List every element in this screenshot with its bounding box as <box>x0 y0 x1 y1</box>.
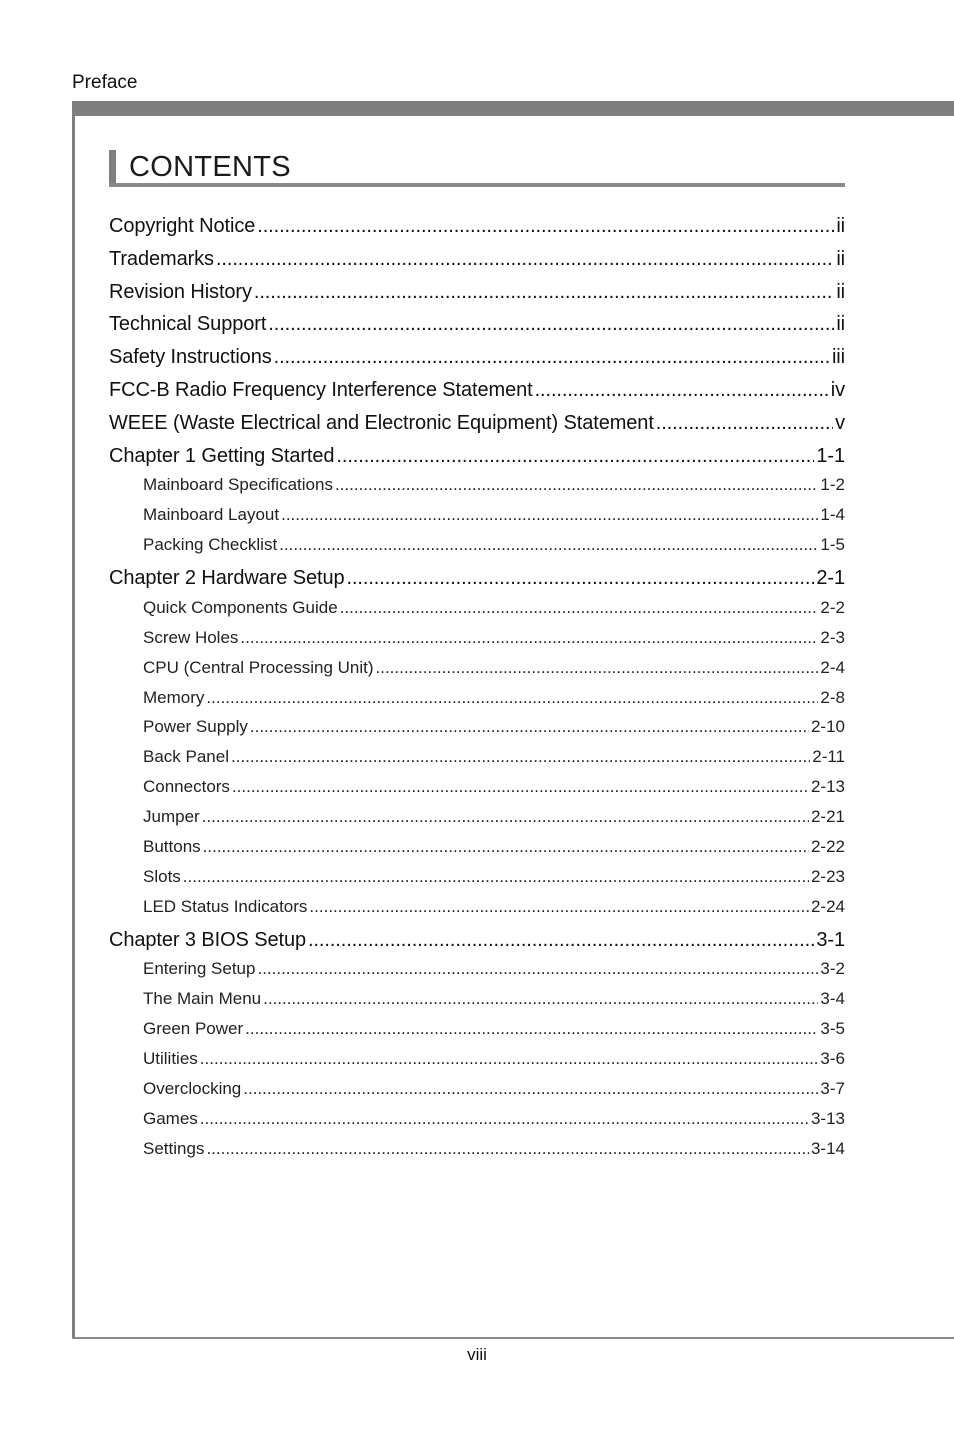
toc-entry-page: 2-13 <box>810 777 845 797</box>
left-border <box>72 101 75 1339</box>
toc-dot-leader <box>245 1014 818 1044</box>
toc-entry-label: Copyright Notice <box>109 215 256 237</box>
toc-entry-label: Slots <box>143 866 181 886</box>
toc-entry-page: 2-22 <box>810 836 845 856</box>
toc-entry[interactable] <box>109 241 845 274</box>
bottom-border <box>72 1337 954 1339</box>
toc-entry[interactable] <box>109 1134 845 1164</box>
toc-entry[interactable] <box>109 802 845 832</box>
toc-dot-leader <box>335 470 818 500</box>
toc-entry-page: iii <box>831 346 845 369</box>
toc-entry-page: 1-5 <box>820 535 845 555</box>
toc-entry[interactable] <box>109 372 845 405</box>
toc-entry-label: Memory <box>143 687 205 707</box>
contents-heading <box>109 150 845 188</box>
toc-entry[interactable] <box>109 1044 845 1074</box>
toc-entry-page: v <box>835 411 845 434</box>
toc-entry-label: Overclocking <box>143 1079 242 1098</box>
toc-entry[interactable] <box>109 405 845 438</box>
toc-entry-page: iv <box>830 378 845 401</box>
toc-entry-page: ii <box>836 215 845 237</box>
toc-entry[interactable] <box>109 500 845 530</box>
toc-entry-page: 2-11 <box>812 747 845 767</box>
toc-entry[interactable] <box>109 623 845 653</box>
toc-dot-leader <box>308 922 814 955</box>
toc-entry-label: Mainboard Specifications <box>143 475 333 495</box>
toc-entry[interactable] <box>109 954 845 984</box>
toc-dot-leader <box>656 405 833 438</box>
toc-entry[interactable] <box>109 772 845 802</box>
toc-entry[interactable] <box>109 892 845 922</box>
toc-dot-leader <box>347 560 815 593</box>
toc-dot-leader <box>340 593 819 623</box>
toc-dot-leader <box>336 438 814 471</box>
toc-entry-label: Power Supply <box>143 717 248 737</box>
toc-entry-label: Chapter 2 Hardware Setup <box>109 567 345 590</box>
toc-dot-leader <box>535 372 829 405</box>
toc-entry-label: CPU (Central Processing Unit) <box>143 657 374 677</box>
toc-entry[interactable] <box>109 742 845 772</box>
section-label: Preface <box>72 72 138 93</box>
page-title: CONTENTS <box>129 151 291 183</box>
toc-entry-page: 2-8 <box>820 687 845 707</box>
toc-entry[interactable] <box>109 832 845 862</box>
toc-dot-leader <box>232 772 809 802</box>
toc-entry[interactable] <box>109 862 845 892</box>
toc-entry-page: 3-14 <box>810 1138 845 1158</box>
toc-entry-page: 2-24 <box>810 896 845 916</box>
toc-entry[interactable] <box>109 653 845 683</box>
toc-entry-label: Buttons <box>143 836 201 856</box>
toc-dot-leader <box>281 500 818 530</box>
toc-entry[interactable] <box>109 922 845 955</box>
toc-entry-label: Safety Instructions <box>109 346 272 369</box>
toc-entry[interactable] <box>109 712 845 742</box>
toc-entry-page: ii <box>836 313 845 336</box>
toc-entry-page: 3-1 <box>816 928 845 951</box>
toc-entry-label: Screw Holes <box>143 627 239 647</box>
toc-entry-page: 2-3 <box>820 627 845 647</box>
toc-entry-page: 2-2 <box>820 597 845 617</box>
toc-entry-label: Utilities <box>143 1049 198 1069</box>
toc-dot-leader <box>250 712 809 742</box>
toc-dot-leader <box>216 241 834 274</box>
toc-dot-leader <box>279 530 818 560</box>
toc-entry-label: Connectors <box>143 777 230 797</box>
toc-entry-label: Trademarks <box>109 247 214 270</box>
toc-entry-page: 3-4 <box>820 989 845 1009</box>
toc-dot-leader <box>202 802 809 832</box>
toc-dot-leader <box>263 984 818 1014</box>
toc-entry-page: 3-13 <box>810 1108 845 1128</box>
toc-entry-page: 3-5 <box>820 1019 845 1039</box>
toc-entry-page: 2-23 <box>810 866 845 886</box>
toc-entry[interactable] <box>109 1074 845 1104</box>
toc-entry-label: WEEE (Waste Electrical and Electronic Equipment) Statement <box>109 411 654 434</box>
toc-entry-label: Entering Setup <box>143 959 256 979</box>
toc-entry-page: 1-4 <box>820 505 845 525</box>
toc-entry[interactable] <box>109 339 845 372</box>
toc-dot-leader <box>200 1044 819 1074</box>
toc-dot-leader <box>206 1134 809 1164</box>
toc-entry-page: 3-6 <box>820 1049 845 1069</box>
toc-entry-label: Jumper <box>143 807 200 827</box>
toc-entry-label: LED Status Indicators <box>143 896 308 916</box>
toc-entry[interactable] <box>109 470 845 500</box>
heading-underline <box>109 183 845 187</box>
toc-entry-label: The Main Menu <box>143 989 262 1009</box>
heading-accent-bar <box>109 150 116 186</box>
toc-entry-page: ii <box>836 280 845 303</box>
toc-dot-leader <box>268 306 834 339</box>
toc-entry-label: Chapter 3 BIOS Setup <box>109 928 307 951</box>
toc-dot-leader <box>183 862 809 892</box>
toc-entry-page: 2-4 <box>820 657 845 677</box>
toc-entry-page: 1-1 <box>816 444 845 467</box>
toc-entry-label: Quick Components Guide <box>143 597 338 617</box>
toc-dot-leader <box>309 892 809 922</box>
page-number: viii <box>467 1345 487 1364</box>
toc-entry-page: 2-21 <box>810 807 845 827</box>
toc-entry[interactable] <box>109 984 845 1014</box>
toc-dot-leader <box>376 653 819 683</box>
toc-dot-leader <box>254 274 834 307</box>
toc-dot-leader <box>243 1074 818 1104</box>
toc-entry[interactable] <box>109 530 845 560</box>
toc-entry-label: FCC-B Radio Frequency Interference Statement <box>109 378 533 401</box>
toc-dot-leader <box>231 742 810 772</box>
toc-entry-label: Back Panel <box>143 747 229 767</box>
toc-entry-label: Technical Support <box>109 313 267 336</box>
toc-entry[interactable] <box>109 438 845 471</box>
toc-dot-leader <box>200 1104 809 1134</box>
toc-entry[interactable] <box>109 1014 845 1044</box>
toc-dot-leader <box>240 623 818 653</box>
toc-entry-label: Revision History <box>109 280 252 303</box>
toc-entry-label: Green Power <box>143 1019 244 1039</box>
toc-entry[interactable] <box>109 274 845 307</box>
toc-dot-leader <box>274 339 830 372</box>
toc-entry-page: 1-2 <box>820 475 845 495</box>
toc-entry[interactable] <box>109 683 845 713</box>
toc-entry-label: Games <box>143 1108 198 1128</box>
toc-entry[interactable] <box>109 593 845 623</box>
toc-entry-page: 3-2 <box>820 959 845 979</box>
toc-entry-page: 2-10 <box>810 717 845 737</box>
toc-entry[interactable] <box>109 560 845 593</box>
header-bar <box>72 101 954 116</box>
toc-entry-page: 2-1 <box>816 567 845 590</box>
toc-entry-label: Chapter 1 Getting Started <box>109 444 335 467</box>
toc-entry-page: 3-7 <box>820 1079 845 1098</box>
toc-entry[interactable] <box>109 1104 845 1134</box>
toc-dot-leader <box>257 208 834 241</box>
toc-entry[interactable] <box>109 306 845 339</box>
toc-entry[interactable] <box>109 208 845 241</box>
toc-entry-label: Mainboard Layout <box>143 505 280 525</box>
table-of-contents <box>109 208 845 1164</box>
toc-dot-leader <box>206 683 818 713</box>
toc-entry-label: Settings <box>143 1138 205 1158</box>
toc-dot-leader <box>203 832 809 862</box>
toc-entry-page: ii <box>836 247 845 270</box>
toc-dot-leader <box>257 954 818 984</box>
toc-entry-label: Packing Checklist <box>143 535 278 555</box>
